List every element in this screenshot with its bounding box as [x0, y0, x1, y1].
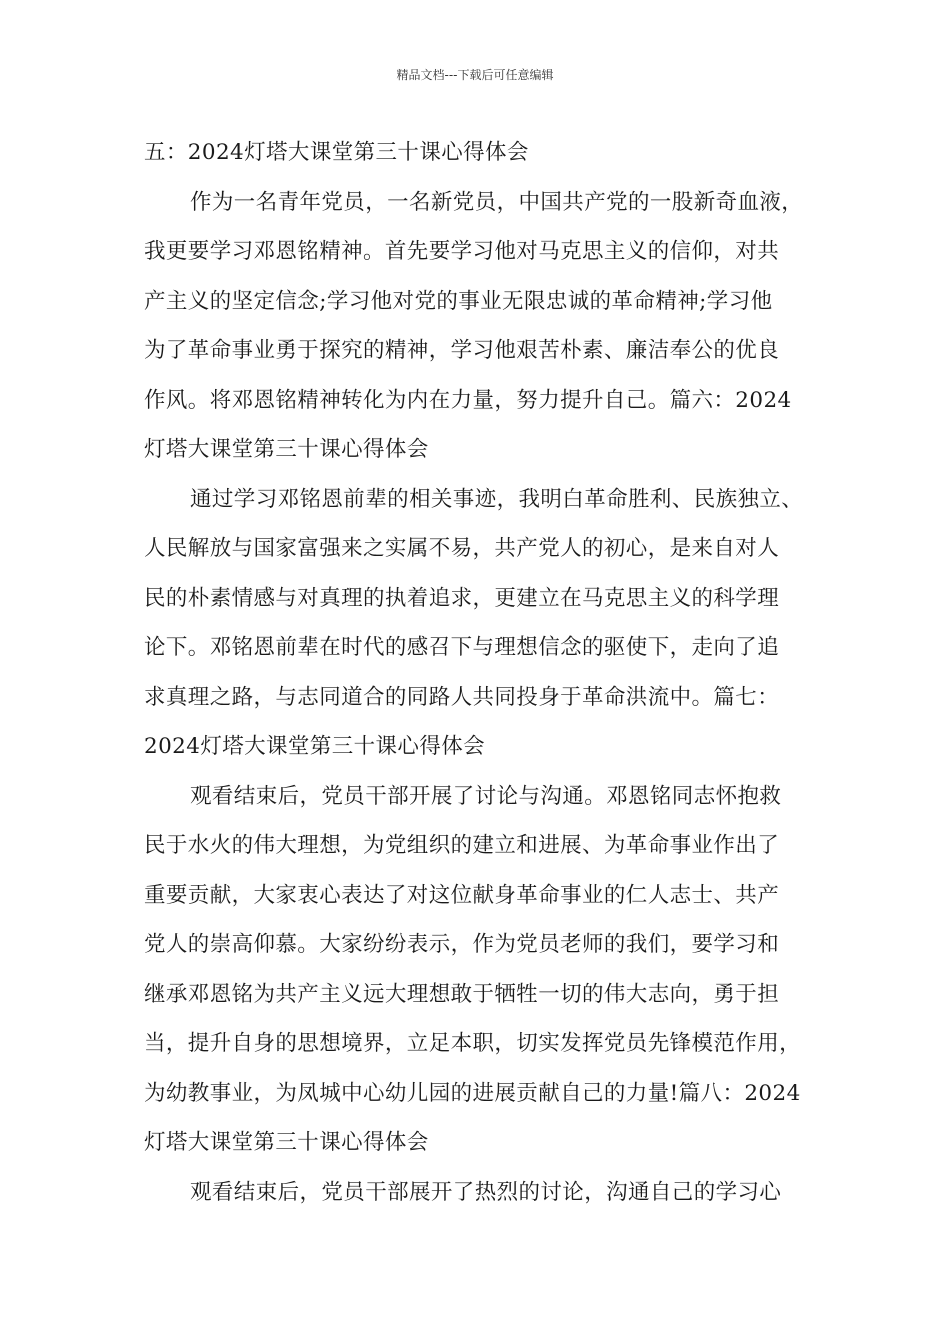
paragraph-line: 继承邓恩铭为共产主义远大理想敢于牺牲一切的伟大志向，勇于担	[144, 981, 780, 1007]
paragraph-line: 论下。邓铭恩前辈在时代的感召下与理想信念的驱使下，走向了追	[144, 635, 780, 660]
paragraph-line: 党人的崇高仰慕。大家纷纷表示，作为党员老师的我们，要学习和	[144, 932, 780, 957]
paragraph-line: 观看结束后，党员干部展开了热烈的讨论，沟通自己的学习心	[190, 1179, 782, 1205]
paragraph-line: 民的朴素情感与对真理的执着追求，更建立在马克思主义的科学理	[144, 585, 780, 611]
paragraph-line: 民于水火的伟大理想，为党组织的建立和进展、为革命事业作出了	[144, 833, 780, 858]
paragraph-line: 求真理之路，与志同道合的同路人共同投身于革命洪流中。篇七：	[144, 684, 780, 710]
paragraph-line: 我更要学习邓恩铭精神。首先要学习他对马克思主义的信仰，对共	[144, 239, 780, 264]
paragraph-line: 产主义的坚定信念;学习他对党的事业无限忠诚的革命精神;学习他	[144, 288, 773, 314]
paragraph-line: 重要贡献，大家衷心表达了对这位献身革命事业的仁人志士、共产	[144, 882, 780, 908]
section-heading: 五：2024灯塔大课堂第三十课心得体会	[144, 140, 529, 165]
paragraph-line: 人民解放与国家富强来之实属不易，共产党人的初心，是来自对人	[144, 536, 780, 561]
paragraph-line: 灯塔大课堂第三十课心得体会	[144, 1130, 429, 1155]
paragraph-line: 灯塔大课堂第三十课心得体会	[144, 437, 429, 462]
page-header: 精品文档---下载后可任意编辑	[396, 68, 554, 82]
paragraph-line: 当，提升自身的思想境界，立足本职，切实发挥党员先锋模范作用，	[144, 1031, 802, 1056]
paragraph-line: 为了革命事业勇于探究的精神，学习他艰苦朴素、廉洁奉公的优良	[144, 338, 780, 363]
paragraph-line: 通过学习邓铭恩前辈的相关事迹，我明白革命胜利、民族独立、	[190, 486, 804, 512]
document-body	[144, 128, 830, 1217]
paragraph-line: 作风。将邓恩铭精神转化为内在力量，努力提升自己。篇六：2024	[144, 387, 792, 413]
paragraph-line: 为幼教事业，为凤城中心幼儿园的进展贡献自己的力量!篇八：2024	[144, 1080, 801, 1106]
paragraph-line: 作为一名青年党员，一名新党员，中国共产党的一股新奇血液，	[190, 189, 804, 215]
paragraph-line: 观看结束后，党员干部开展了讨论与沟通。邓恩铭同志怀抱救	[190, 783, 782, 809]
paragraph-line: 2024灯塔大课堂第三十课心得体会	[144, 734, 486, 759]
